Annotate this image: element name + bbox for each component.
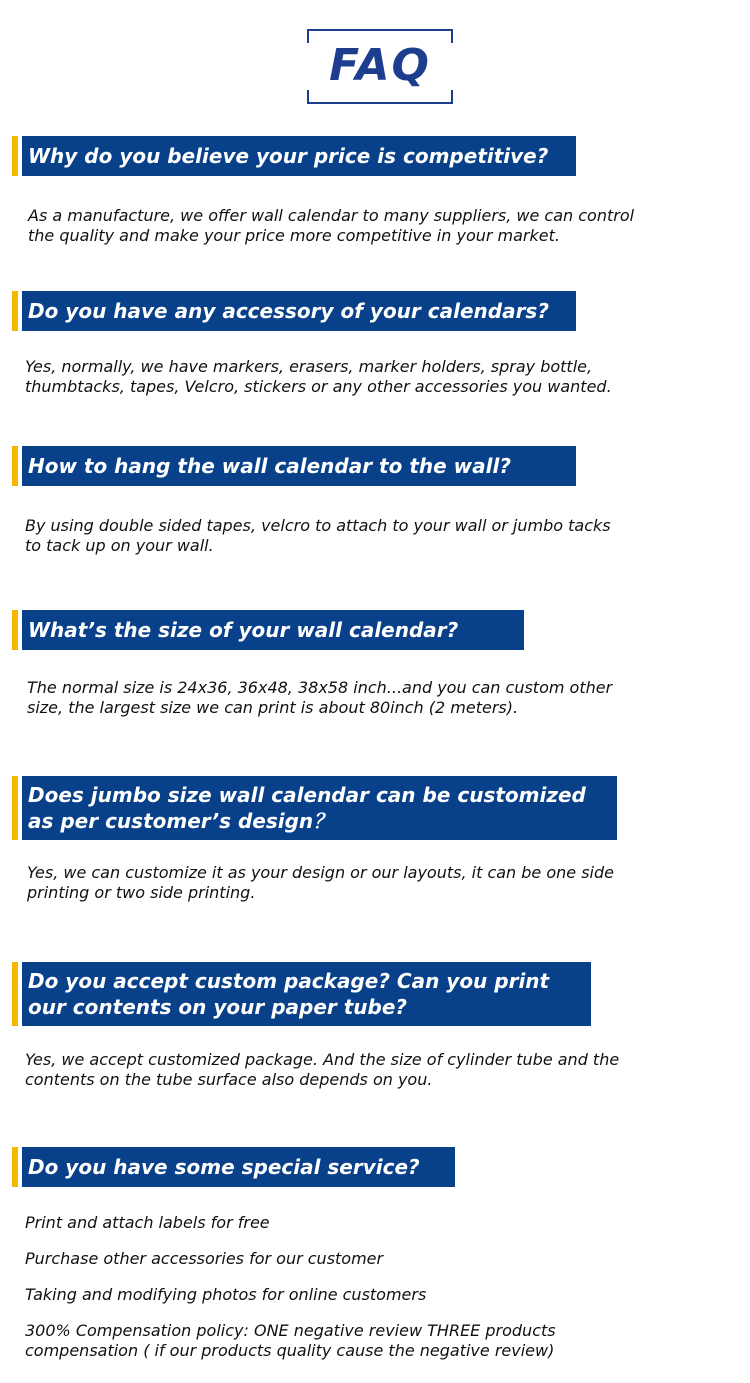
- faq-answer-4: The normal size is 24x36, 36x48, 38x58 inch...and you can custom other size, the largest size we can print is about 80inch (2 meters).: [27, 678, 613, 717]
- faq-question-1: [12, 136, 576, 176]
- question-text: Do you accept custom package? Can you print our contents on your paper tube?: [28, 969, 550, 1019]
- question-text: How to hang the wall calendar to the wall?: [28, 454, 511, 478]
- question-text: Why do you believe your price is competitive?: [28, 144, 549, 168]
- service-item: Purchase other accessories for our customer: [25, 1249, 384, 1268]
- faq-question-3: [12, 446, 576, 486]
- faq-title-frame: [307, 29, 453, 104]
- faq-question-6: [12, 962, 591, 1026]
- faq-answer-6: Yes, we accept customized package. And the size of cylinder tube and the contents on the tube surface also depends on you.: [25, 1050, 620, 1089]
- faq-question-2: [12, 291, 576, 331]
- question-text: Do you have some special service?: [28, 1155, 420, 1179]
- service-item: Taking and modifying photos for online customers: [25, 1285, 427, 1304]
- faq-answer-5: Yes, we can customize it as your design or our layouts, it can be one side printing or two side printing.: [27, 863, 614, 902]
- question-text: Does jumbo size wall calendar can be customized as per customer’s design？: [28, 783, 586, 833]
- service-item: Print and attach labels for free: [25, 1213, 270, 1232]
- faq-answer-2: Yes, normally, we have markers, erasers, marker holders, spray bottle, thumbtacks, tapes, Velcro, stickers or any other accessories you wanted.: [25, 357, 612, 396]
- page-title: FAQ: [329, 40, 431, 91]
- faq-answer-3: By using double sided tapes, velcro to attach to your wall or jumbo tacks to tack up on your wall.: [25, 516, 611, 555]
- faq-question-5: [12, 776, 617, 840]
- question-text: What’s the size of your wall calendar?: [28, 618, 459, 642]
- faq-question-7: [12, 1147, 455, 1187]
- faq-answer-1: As a manufacture, we offer wall calendar to many suppliers, we can control the quality and make your price more competitive in your market.: [28, 206, 635, 245]
- faq-question-4: [12, 610, 524, 650]
- question-text: Do you have any accessory of your calendars?: [28, 299, 549, 323]
- service-item: 300% Compensation policy: ONE negative review THREE products compensation ( if our products quality cause the negative review): [25, 1321, 556, 1360]
